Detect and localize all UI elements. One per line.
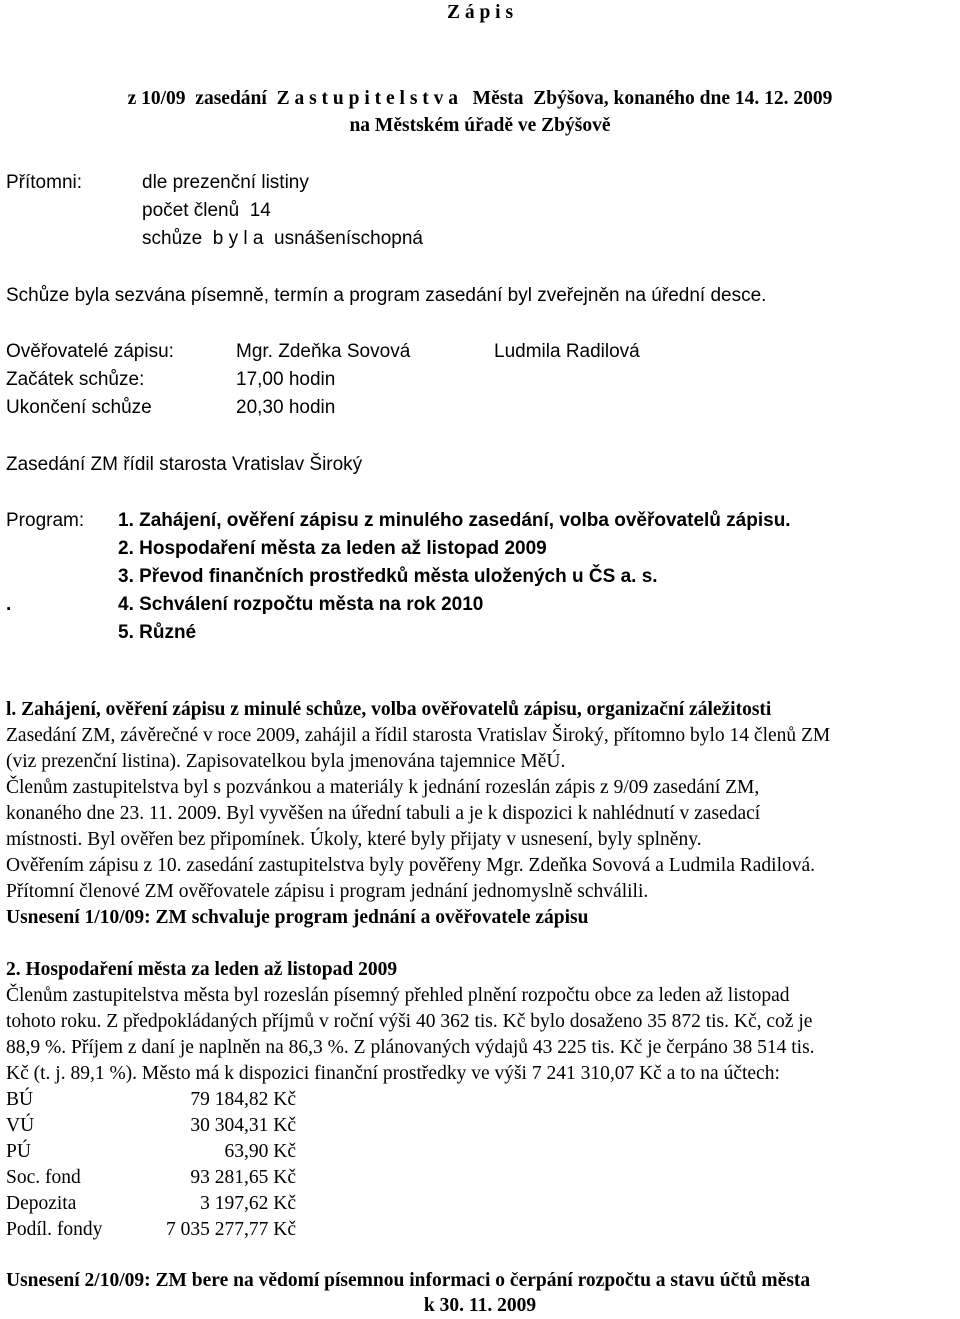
attendance-line3: schůze b y l a usnášeníschopná — [142, 228, 423, 249]
chair-note: Zasedání ZM řídil starosta Vratislav Široký — [6, 454, 363, 475]
account-name: BÚ — [6, 1089, 34, 1110]
end-value: 20,30 hodin — [236, 397, 336, 418]
program-label: Program: — [6, 510, 85, 531]
account-name: Soc. fond — [6, 1167, 81, 1188]
section1-line: konaného dne 23. 11. 2009. Byl vyvěšen na úřední tabuli a je k dispozici k nahlédnutí v zasedací — [6, 803, 761, 824]
attendance-label: Přítomni: — [6, 172, 83, 193]
section1-line: Zasedání ZM, závěrečné v roce 2009, zahájil a řídil starosta Vratislav Široký, přítomno bylo 14 členů ZM — [6, 725, 831, 746]
verifier-2: Ludmila Radilová — [494, 341, 640, 362]
account-amount: 79 184,82 Kč — [190, 1089, 296, 1110]
section1-resolution: Usnesení 1/10/09: ZM schvaluje program jednání a ověřovatele zápisu — [6, 907, 589, 928]
account-amount: 63,90 Kč — [224, 1141, 296, 1162]
program-item-5: 5. Různé — [118, 622, 197, 643]
program-item-3: 3. Převod finančních prostředků města uložených u ČS a. s. — [118, 566, 658, 587]
attendance-line2: počet členů 14 — [142, 200, 271, 221]
section1-line: místnosti. Byl ověřen bez připomínek. Úkoly, které byly přijaty v usnesení, byly splněny. — [6, 829, 702, 850]
account-name: Depozita — [6, 1193, 77, 1214]
account-amount: 7 035 277,77 Kč — [166, 1219, 296, 1240]
section1-line: Členům zastupitelstva byl s pozvánkou a materiály k jednání rozeslán zápis z 9/09 zasedání ZM, — [6, 777, 760, 798]
attendance-line1: dle prezenční listiny — [142, 172, 309, 193]
section1-line: (viz prezenční listina). Zapisovatelkou byla jmenována tajemnice MěÚ. — [6, 751, 566, 772]
convocation-note: Schůze byla sezvána písemně, termín a program zasedání byl zveřejněn na úřední desce. — [6, 285, 767, 306]
program-item-2: 2. Hospodaření města za leden až listopad 2009 — [118, 538, 547, 559]
section2-heading: 2. Hospodaření města za leden až listopad 2009 — [6, 959, 398, 980]
account-amount: 3 197,62 Kč — [200, 1193, 296, 1214]
account-name: Podíl. fondy — [6, 1219, 103, 1240]
section2-resolution-line1: Usnesení 2/10/09: ZM bere na vědomí písemnou informaci o čerpání rozpočtu a stavu účtů města — [6, 1270, 811, 1291]
section2-line: 88,9 %. Příjem z daní je naplněn na 86,3 %. Z plánovaných výdajů 43 225 tis. Kč je čerpáno 38 514 tis. — [6, 1037, 815, 1058]
program-stray-dot: . — [6, 594, 12, 615]
section2-line: tohoto roku. Z předpokládaných příjmů v roční výši 40 362 tis. Kč bylo dosaženo 35 872 tis. Kč, což je — [6, 1011, 813, 1032]
section1-line: Přítomní členové ZM ověřovatele zápisu i program jednání jednomyslně schválili. — [6, 881, 649, 902]
account-name: VÚ — [6, 1115, 35, 1136]
section2-resolution-line2: k 30. 11. 2009 — [423, 1295, 537, 1316]
document-title: Z á p i s — [446, 2, 514, 23]
section1-line: Ověřením zápisu z 10. zasedání zastupitelstva byly pověřeny Mgr. Zdeňka Sovová a Ludmila Radilová. — [6, 855, 816, 876]
section1-heading: l. Zahájení, ověření zápisu z minulé schůze, volba ověřovatelů zápisu, organizační záležitosti — [6, 699, 772, 720]
account-amount: 30 304,31 Kč — [190, 1115, 296, 1136]
section2-line: Kč (t. j. 89,1 %). Město má k dispozici finanční prostředky ve výši 7 241 310,07 Kč a to na účtech: — [6, 1063, 780, 1084]
verifiers-label: Ověřovatelé zápisu: — [6, 341, 174, 362]
account-amount: 93 281,65 Kč — [190, 1167, 296, 1188]
document-subtitle-line1: z 10/09 zasedání Z a s t u p i t e l s t v a Města Zbýšova, konaného dne 14. 12. 2009 — [127, 88, 833, 109]
start-label: Začátek schůze: — [6, 369, 145, 390]
account-name: PÚ — [6, 1141, 31, 1162]
program-item-1: 1. Zahájení, ověření zápisu z minulého zasedání, volba ověřovatelů zápisu. — [118, 510, 791, 531]
start-value: 17,00 hodin — [236, 369, 336, 390]
document-subtitle-line2: na Městském úřadě ve Zbýšově — [349, 115, 611, 136]
section2-line: Členům zastupitelstva města byl rozeslán písemný přehled plnění rozpočtu obce za leden až listopad — [6, 985, 790, 1006]
program-item-4: 4. Schválení rozpočtu města na rok 2010 — [118, 594, 484, 615]
verifier-1: Mgr. Zdeňka Sovová — [236, 341, 411, 362]
end-label: Ukončení schůze — [6, 397, 152, 418]
